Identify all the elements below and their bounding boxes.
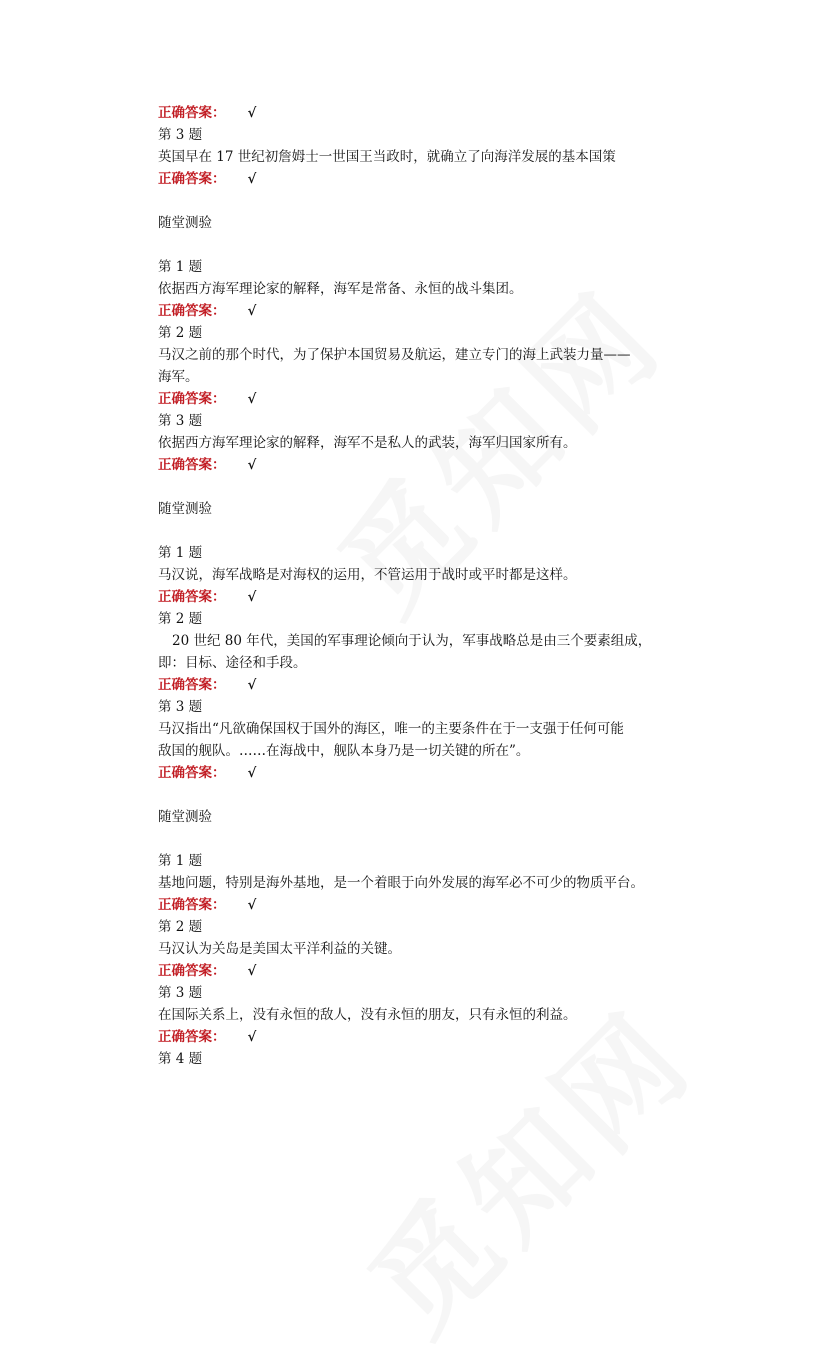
question-text: 依据西方海军理论家的解释，海军不是私人的武装，海军归国家所有。 [158,435,577,451]
answer-label: 正确答案： [158,589,226,605]
answer-label: 正确答案： [158,677,226,693]
question-text: 马汉认为关岛是美国太平洋利益的关键。 [158,941,401,957]
answer-line [158,674,698,696]
answer-line [158,168,698,190]
answer-line [158,102,698,124]
answer-line [158,762,698,784]
question-text: 在国际关系上，没有永恒的敌人，没有永恒的朋友，只有永恒的利益。 [158,1007,577,1023]
section-title: 随堂测验 [158,215,212,231]
check-mark: √ [247,1029,257,1045]
question-text: 基地问题，特别是海外基地，是一个着眼于向外发展的海军必不可少的物质平台。 [158,875,644,891]
answer-label: 正确答案： [158,105,226,121]
question-text: 即：目标、途径和手段。 [158,655,307,671]
check-mark: √ [247,677,257,693]
question-title: 第 3 题 [158,699,203,715]
section-title: 随堂测验 [158,501,212,517]
question-title: 第 2 题 [158,919,203,935]
check-mark: √ [247,105,257,121]
answer-line [158,454,698,476]
answer-label: 正确答案： [158,765,226,781]
question-text: 海军。 [158,369,199,385]
answer-line [158,894,698,916]
check-mark: √ [247,303,257,319]
answer-label: 正确答案： [158,963,226,979]
section-title: 随堂测验 [158,809,212,825]
question-text: 马汉说，海军战略是对海权的运用，不管运用于战时或平时都是这样。 [158,567,577,583]
question-text: 马汉之前的那个时代，为了保护本国贸易及航运，建立专门的海上武装力量—— [158,347,631,363]
document-page [158,102,698,1070]
check-mark: √ [247,897,257,913]
check-mark: √ [247,171,257,187]
check-mark: √ [247,589,257,605]
question-title: 第 2 题 [158,325,203,341]
question-title: 第 4 题 [158,1051,203,1067]
question-text: 马汉指出“凡欲确保国权于国外的海区，唯一的主要条件在于一支强于任何可能 [158,721,624,737]
answer-label: 正确答案： [158,457,226,473]
question-title: 第 2 题 [158,611,203,627]
check-mark: √ [247,765,257,781]
question-title: 第 1 题 [158,259,203,275]
question-text: 英国早在 17 世纪初詹姆士一世国王当政时，就确立了向海洋发展的基本国策 [158,149,616,165]
answer-line [158,1026,698,1048]
answer-label: 正确答案： [158,303,226,319]
question-text: 20 世纪 80 年代，美国的军事理论倾向于认为，军事战略总是由三个要素组成， [172,633,652,649]
answer-line [158,586,698,608]
check-mark: √ [247,391,257,407]
question-title: 第 3 题 [158,127,203,143]
answer-label: 正确答案： [158,897,226,913]
answer-line [158,388,698,410]
question-title: 第 1 题 [158,853,203,869]
question-title: 第 3 题 [158,985,203,1001]
check-mark: √ [247,457,257,473]
question-text: 依据西方海军理论家的解释，海军是常备、永恒的战斗集团。 [158,281,523,297]
check-mark: √ [247,963,257,979]
question-title: 第 3 题 [158,413,203,429]
question-text: 敌国的舰队。……在海战中，舰队本身乃是一切关键的所在”。 [158,743,530,759]
question-title: 第 1 题 [158,545,203,561]
answer-line [158,300,698,322]
answer-label: 正确答案： [158,171,226,187]
answer-label: 正确答案： [158,391,226,407]
answer-line [158,960,698,982]
answer-label: 正确答案： [158,1029,226,1045]
